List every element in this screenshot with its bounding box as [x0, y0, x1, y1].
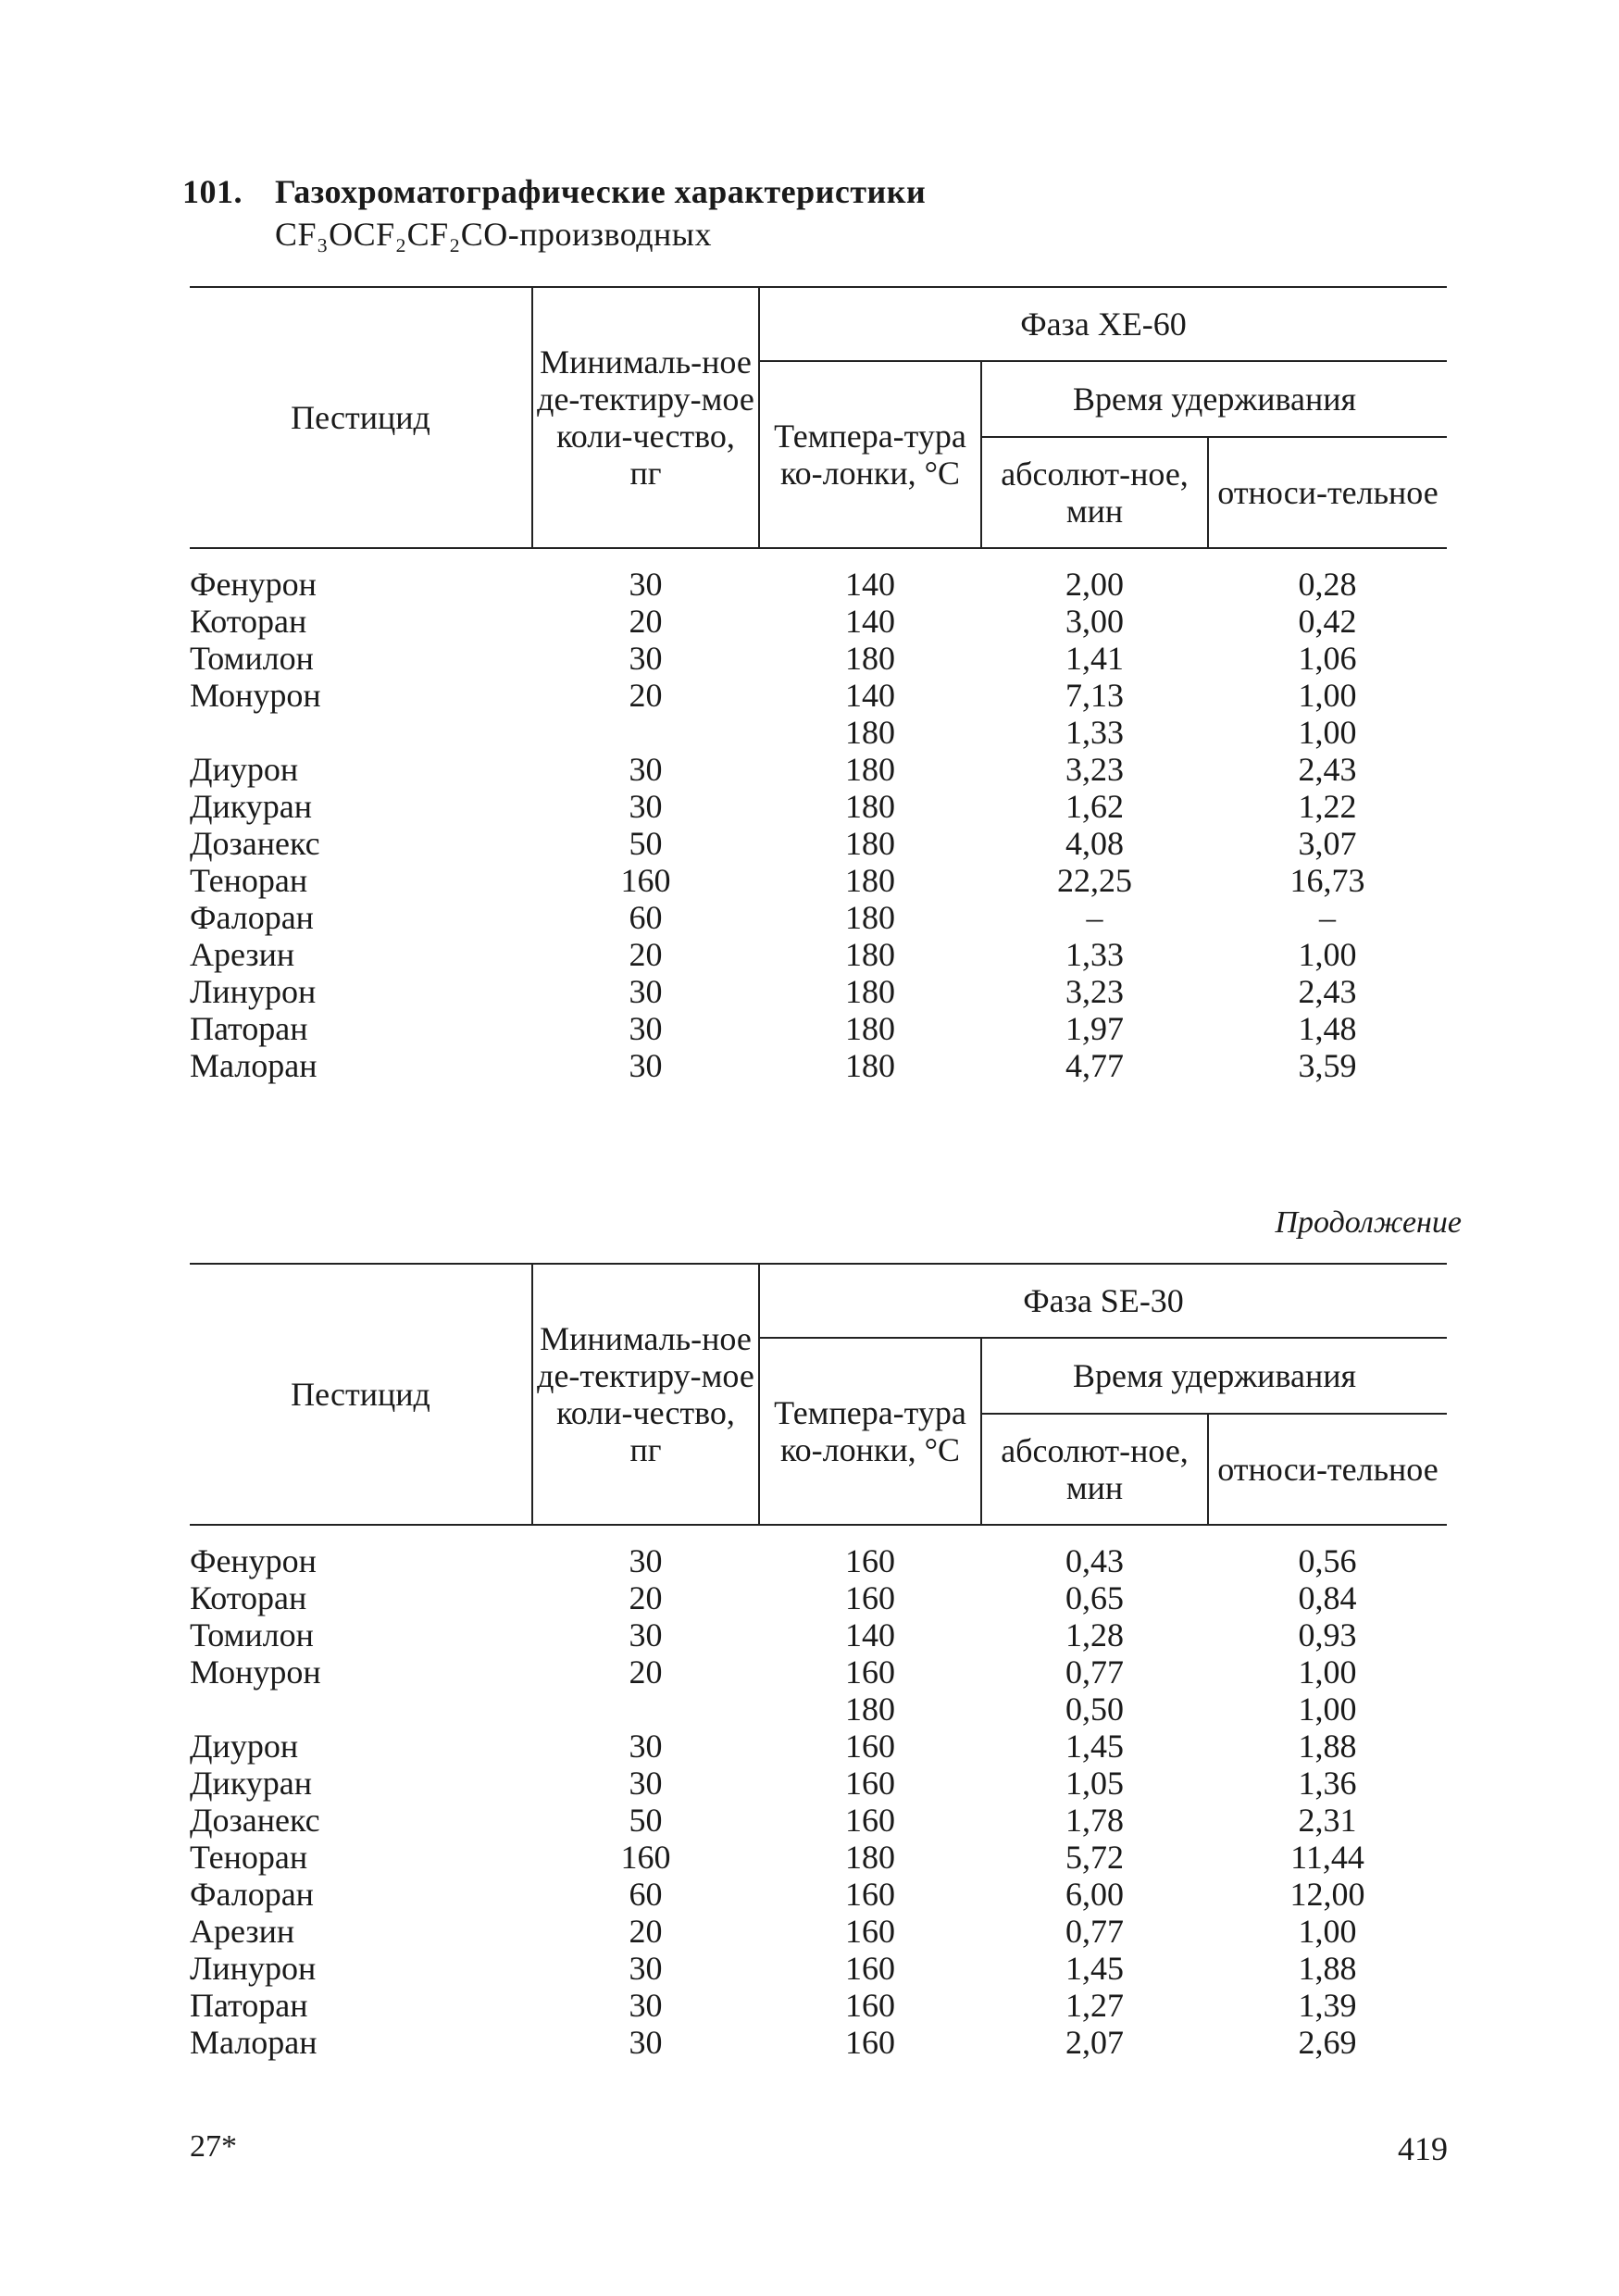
- table-row: [190, 862, 1447, 899]
- cell-pesticide: Малоран: [190, 1047, 318, 1084]
- cell-pesticide: Томилон: [190, 1616, 314, 1653]
- cell-temp: 180: [845, 714, 895, 751]
- cell-min: 50: [629, 825, 663, 862]
- cell-temp: 160: [845, 1913, 895, 1950]
- cell-min: 30: [629, 2024, 663, 2061]
- header-relative: относи-тельное: [1208, 1414, 1447, 1525]
- table-row: [190, 899, 1447, 936]
- table-row: [190, 1802, 1447, 1839]
- table-body: [190, 1525, 1447, 2061]
- cell-min: 20: [629, 1579, 663, 1616]
- cell-min: 30: [629, 788, 663, 825]
- cell-abs: 1,33: [1065, 714, 1124, 751]
- cell-min: 30: [629, 1010, 663, 1047]
- cell-pesticide: Дикуран: [190, 1765, 313, 1802]
- cell-rel: 0,28: [1298, 566, 1357, 603]
- header-relative: относи-тельное: [1208, 437, 1447, 548]
- cell-abs: 1,78: [1065, 1802, 1124, 1839]
- header-pesticide: Пестицид: [190, 1264, 532, 1525]
- cell-pesticide: [190, 1691, 532, 1728]
- header-temperature: Темпера-тура ко-лонки, °С: [759, 1338, 981, 1525]
- cell-pesticide: Линурон: [190, 1950, 317, 1987]
- table-row: [190, 1047, 1447, 1084]
- table-row: [190, 2024, 1447, 2061]
- table-row: [190, 1765, 1447, 1802]
- header-retention-time: Время удерживания: [981, 1338, 1447, 1414]
- cell-pesticide: Диурон: [190, 1728, 299, 1765]
- cell-temp: 180: [845, 825, 895, 862]
- cell-abs: 1,45: [1065, 1950, 1124, 1987]
- cell-temp: 160: [845, 1579, 895, 1616]
- cell-min: 20: [629, 677, 663, 714]
- cell-abs: 0,77: [1065, 1913, 1124, 1950]
- cell-temp: 140: [845, 677, 895, 714]
- cell-pesticide: Которан: [190, 1579, 307, 1616]
- cell-pesticide: Арезин: [190, 1913, 295, 1950]
- cell-min: [532, 1691, 759, 1728]
- cell-min: 30: [629, 1047, 663, 1084]
- cell-temp: 180: [845, 936, 895, 973]
- table-row: [190, 788, 1447, 825]
- cell-min: 30: [629, 566, 663, 603]
- cell-temp: 180: [845, 788, 895, 825]
- cell-pesticide: Дозанекс: [190, 825, 320, 862]
- cell-temp: 180: [845, 973, 895, 1010]
- cell-abs: 1,41: [1065, 640, 1124, 677]
- table-row: [190, 1876, 1447, 1913]
- cell-rel: 0,84: [1298, 1579, 1357, 1616]
- cell-abs: 3,00: [1065, 603, 1124, 640]
- signature-mark: 27*: [190, 2129, 237, 2164]
- cell-rel: 2,31: [1298, 1802, 1357, 1839]
- table-row: [190, 973, 1447, 1010]
- table-row: [190, 1525, 1447, 1579]
- cell-pesticide: Диурон: [190, 751, 299, 788]
- table-row: [190, 1728, 1447, 1765]
- cell-temp: 160: [845, 1950, 895, 1987]
- cell-abs: 6,00: [1065, 1876, 1124, 1913]
- table-row: [190, 1653, 1447, 1691]
- cell-temp: 160: [845, 1802, 895, 1839]
- cell-rel: 1,39: [1298, 1987, 1357, 2024]
- cell-pesticide: Теноран: [190, 862, 308, 899]
- cell-min: 60: [629, 899, 663, 936]
- cell-rel: 2,43: [1298, 751, 1357, 788]
- cell-abs: 2,07: [1065, 2024, 1124, 2061]
- table-row: [190, 677, 1447, 714]
- header-phase: Фаза XE-60: [759, 287, 1447, 361]
- cell-pesticide: [190, 714, 532, 751]
- cell-temp: 140: [845, 603, 895, 640]
- table-row: [190, 751, 1447, 788]
- cell-abs: 0,65: [1065, 1579, 1124, 1616]
- table-row: [190, 714, 1447, 751]
- cell-pesticide: Фенурон: [190, 566, 317, 603]
- cell-temp: 160: [845, 1542, 895, 1579]
- cell-abs: 1,62: [1065, 788, 1124, 825]
- cell-pesticide: Монурон: [190, 1653, 321, 1691]
- cell-abs: 4,08: [1065, 825, 1124, 862]
- cell-pesticide: Фенурон: [190, 1542, 317, 1579]
- table-row: [190, 825, 1447, 862]
- table-row: [190, 1950, 1447, 1987]
- table-row: [190, 1987, 1447, 2024]
- table-row: [190, 1616, 1447, 1653]
- cell-rel: 1,00: [1298, 714, 1357, 751]
- cell-rel: 1,36: [1298, 1765, 1357, 1802]
- cell-pesticide: Дикуран: [190, 788, 313, 825]
- cell-rel: –: [1319, 899, 1337, 936]
- cell-abs: 0,77: [1065, 1653, 1124, 1691]
- cell-temp: 160: [845, 1728, 895, 1765]
- table-row: [190, 1579, 1447, 1616]
- table-row: [190, 1913, 1447, 1950]
- cell-temp: 140: [845, 566, 895, 603]
- cell-pesticide: Дозанекс: [190, 1802, 320, 1839]
- cell-rel: 1,00: [1298, 1653, 1357, 1691]
- cell-min: 20: [629, 1913, 663, 1950]
- cell-temp: 140: [845, 1616, 895, 1653]
- cell-abs: 3,23: [1065, 973, 1124, 1010]
- cell-temp: 180: [845, 1010, 895, 1047]
- cell-min: 30: [629, 751, 663, 788]
- cell-temp: 160: [845, 1876, 895, 1913]
- cell-rel: 1,00: [1298, 677, 1357, 714]
- cell-temp: 180: [845, 640, 895, 677]
- cell-rel: 1,00: [1298, 936, 1357, 973]
- cell-min: 160: [620, 1839, 671, 1876]
- page-title: [182, 170, 926, 256]
- table-se30: [190, 1263, 1447, 2061]
- cell-rel: 1,88: [1298, 1950, 1357, 1987]
- header-absolute: абсолют-ное, мин: [981, 437, 1208, 548]
- cell-abs: 2,00: [1065, 566, 1124, 603]
- cell-min: 50: [629, 1802, 663, 1839]
- cell-min: 30: [629, 1987, 663, 2024]
- table-row: [190, 1839, 1447, 1876]
- cell-temp: 160: [845, 2024, 895, 2061]
- cell-rel: 3,07: [1298, 825, 1357, 862]
- cell-temp: 160: [845, 1653, 895, 1691]
- table-xe60: [190, 286, 1447, 1084]
- cell-rel: 16,73: [1289, 862, 1365, 899]
- cell-rel: 0,42: [1298, 603, 1357, 640]
- cell-pesticide: Которан: [190, 603, 307, 640]
- cell-pesticide: Малоран: [190, 2024, 318, 2061]
- cell-rel: 1,00: [1298, 1691, 1357, 1728]
- header-absolute: абсолют-ное, мин: [981, 1414, 1208, 1525]
- cell-min: 20: [629, 1653, 663, 1691]
- cell-abs: 5,72: [1065, 1839, 1124, 1876]
- cell-min: 30: [629, 1950, 663, 1987]
- cell-pesticide: Линурон: [190, 973, 317, 1010]
- header-temperature: Темпера-тура ко-лонки, °С: [759, 361, 981, 548]
- cell-rel: 3,59: [1298, 1047, 1357, 1084]
- cell-pesticide: Паторан: [190, 1987, 308, 2024]
- cell-rel: 1,88: [1298, 1728, 1357, 1765]
- table-number: 101.: [182, 173, 243, 210]
- cell-min: 30: [629, 640, 663, 677]
- table-row: [190, 1691, 1447, 1728]
- cell-min: 30: [629, 1728, 663, 1765]
- cell-abs: 0,43: [1065, 1542, 1124, 1579]
- cell-rel: 1,22: [1298, 788, 1357, 825]
- cell-min: 160: [620, 862, 671, 899]
- cell-temp: 180: [845, 1691, 895, 1728]
- cell-rel: 12,00: [1289, 1876, 1365, 1913]
- cell-abs: 7,13: [1065, 677, 1124, 714]
- cell-rel: 0,56: [1298, 1542, 1357, 1579]
- cell-temp: 180: [845, 862, 895, 899]
- cell-min: 20: [629, 603, 663, 640]
- continuation-label: Продолжение: [1275, 1205, 1462, 1240]
- cell-pesticide: Фалоран: [190, 1876, 314, 1913]
- title-line-1: Газохроматографические характеристики: [275, 173, 927, 210]
- cell-min: 30: [629, 973, 663, 1010]
- header-min-amount: Минималь-ное де-тектиру-мое коли-чество, пг: [532, 287, 759, 548]
- cell-temp: 180: [845, 1839, 895, 1876]
- header-min-amount: Минималь-ное де-тектиру-мое коли-чество, пг: [532, 1264, 759, 1525]
- cell-temp: 160: [845, 1765, 895, 1802]
- cell-abs: 4,77: [1065, 1047, 1124, 1084]
- cell-abs: 1,33: [1065, 936, 1124, 973]
- cell-min: 20: [629, 936, 663, 973]
- cell-pesticide: Арезин: [190, 936, 295, 973]
- cell-min: [532, 714, 759, 751]
- cell-abs: 1,97: [1065, 1010, 1124, 1047]
- table-row: [190, 640, 1447, 677]
- cell-pesticide: Паторан: [190, 1010, 308, 1047]
- cell-min: 30: [629, 1616, 663, 1653]
- table-row: [190, 548, 1447, 603]
- cell-pesticide: Теноран: [190, 1839, 308, 1876]
- cell-rel: 0,93: [1298, 1616, 1357, 1653]
- cell-abs: 3,23: [1065, 751, 1124, 788]
- cell-abs: 1,27: [1065, 1987, 1124, 2024]
- cell-temp: 160: [845, 1987, 895, 2024]
- header-phase: Фаза SE-30: [759, 1264, 1447, 1338]
- header-retention-time: Время удерживания: [981, 361, 1447, 437]
- cell-abs: 0,50: [1065, 1691, 1124, 1728]
- cell-rel: 11,44: [1290, 1839, 1364, 1876]
- cell-rel: 1,00: [1298, 1913, 1357, 1950]
- cell-abs: 1,45: [1065, 1728, 1124, 1765]
- cell-temp: 180: [845, 899, 895, 936]
- table-row: [190, 603, 1447, 640]
- cell-pesticide: Томилон: [190, 640, 314, 677]
- cell-rel: 2,69: [1298, 2024, 1357, 2061]
- cell-rel: 1,06: [1298, 640, 1357, 677]
- cell-abs: 1,05: [1065, 1765, 1124, 1802]
- cell-pesticide: Фалоран: [190, 899, 314, 936]
- header-pesticide: Пестицид: [190, 287, 532, 548]
- cell-abs: 22,25: [1057, 862, 1132, 899]
- cell-abs: 1,28: [1065, 1616, 1124, 1653]
- table-body: [190, 548, 1447, 1084]
- cell-temp: 180: [845, 751, 895, 788]
- page-number: 419: [1398, 2130, 1448, 2167]
- cell-min: 30: [629, 1542, 663, 1579]
- cell-rel: 2,43: [1298, 973, 1357, 1010]
- cell-min: 60: [629, 1876, 663, 1913]
- table-row: [190, 1010, 1447, 1047]
- cell-pesticide: Монурон: [190, 677, 321, 714]
- title-line-2: CF₃OCF₂CF₂CO-производных: [275, 216, 712, 253]
- cell-rel: 1,48: [1298, 1010, 1357, 1047]
- cell-temp: 180: [845, 1047, 895, 1084]
- cell-min: 30: [629, 1765, 663, 1802]
- cell-abs: –: [1086, 899, 1103, 936]
- table-row: [190, 936, 1447, 973]
